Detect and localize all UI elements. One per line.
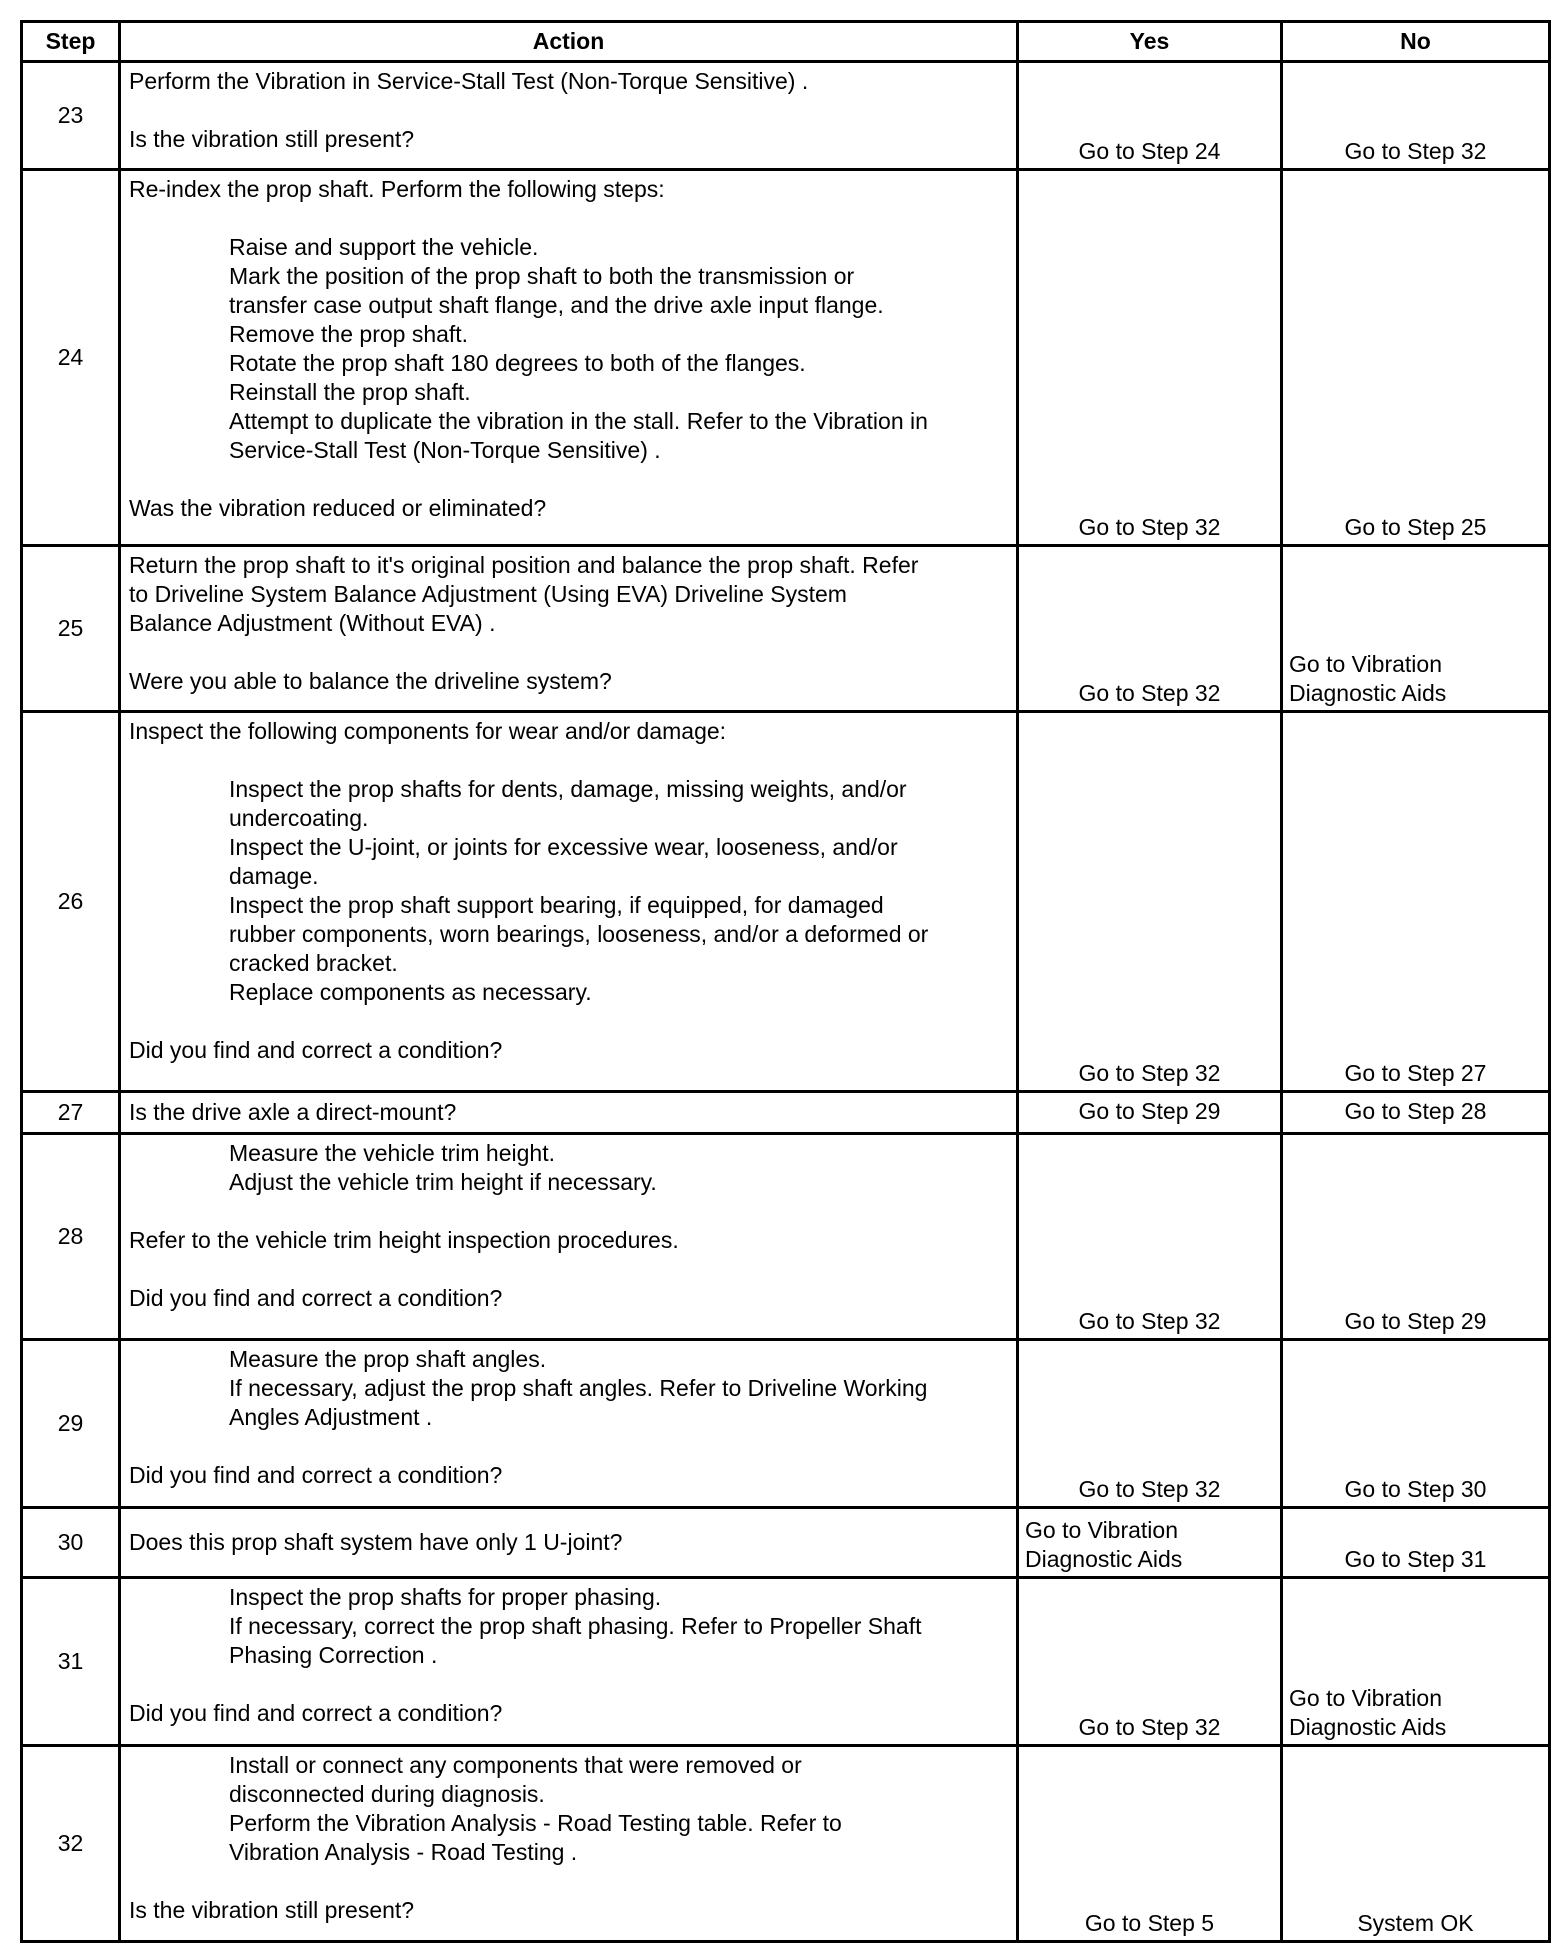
diagnostic-table [20, 20, 1551, 1943]
action-intro: Balance Adjustment (Without EVA) . [129, 610, 496, 636]
action-cell [120, 1746, 1018, 1942]
no-cell: Go to Step 30 [1282, 1340, 1550, 1508]
no-cell: Go to Step 27 [1282, 712, 1550, 1092]
action-question: Did you find and correct a condition? [129, 1700, 503, 1726]
yes-cell [1018, 1508, 1282, 1578]
yes-link-line: Go to Vibration [1025, 1517, 1179, 1543]
list-item: Remove the prop shaft. [229, 321, 469, 347]
table-row [22, 1508, 1550, 1578]
yes-cell: Go to Step 5 [1018, 1746, 1282, 1942]
list-item: Rotate the prop shaft 180 degrees to both of the flanges. [229, 350, 806, 376]
action-note: Refer to the vehicle trim height inspection procedures. [129, 1227, 679, 1253]
action-question: Does this prop shaft system have only 1 U-joint? [129, 1529, 623, 1555]
action-intro: to Driveline System Balance Adjustment (Using EVA) Driveline System [129, 581, 847, 607]
list-item: disconnected during diagnosis. [229, 1781, 545, 1807]
yes-cell: Go to Step 32 [1018, 1578, 1282, 1746]
list-item: Reinstall the prop shaft. [229, 379, 471, 405]
list-item: Attempt to duplicate the vibration in the stall. Refer to the Vibration in [229, 408, 928, 434]
table-row [22, 1134, 1550, 1340]
step-number: 32 [22, 1746, 120, 1942]
header-no: No [1282, 22, 1550, 62]
action-cell [120, 62, 1018, 170]
yes-cell: Go to Step 32 [1018, 1134, 1282, 1340]
no-link-line: Diagnostic Aids [1289, 1714, 1447, 1740]
yes-cell: Go to Step 32 [1018, 170, 1282, 546]
yes-cell: Go to Step 32 [1018, 712, 1282, 1092]
action-question: Did you find and correct a condition? [129, 1037, 503, 1063]
list-item: Replace components as necessary. [229, 979, 592, 1005]
yes-link-line: Diagnostic Aids [1025, 1546, 1183, 1572]
action-cell [120, 170, 1018, 546]
action-cell [120, 712, 1018, 1092]
header-step: Step [22, 22, 120, 62]
table-row [22, 712, 1550, 1092]
header-action: Action [120, 22, 1018, 62]
step-number: 24 [22, 170, 120, 546]
action-question: Were you able to balance the driveline system? [129, 668, 612, 694]
list-item: Measure the prop shaft angles. [229, 1346, 547, 1372]
no-cell: Go to Step 31 [1282, 1508, 1550, 1578]
action-question: Did you find and correct a condition? [129, 1462, 503, 1488]
action-intro: Perform the Vibration in Service-Stall Test (Non-Torque Sensitive) . [129, 68, 809, 94]
yes-cell: Go to Step 32 [1018, 1340, 1282, 1508]
step-number: 29 [22, 1340, 120, 1508]
header-row [22, 22, 1550, 62]
list-item: Install or connect any components that were removed or [229, 1752, 802, 1778]
list-item: If necessary, adjust the prop shaft angles. Refer to Driveline Working [229, 1375, 928, 1401]
action-question: Is the vibration still present? [129, 126, 415, 152]
list-item: Service-Stall Test (Non-Torque Sensitive) . [229, 437, 661, 463]
list-item: Inspect the prop shaft support bearing, if equipped, for damaged [229, 892, 884, 918]
no-cell: Go to Step 25 [1282, 170, 1550, 546]
list-item: Perform the Vibration Analysis - Road Testing table. Refer to [229, 1810, 842, 1836]
action-cell [120, 1092, 1018, 1134]
step-number: 28 [22, 1134, 120, 1340]
header-yes: Yes [1018, 22, 1282, 62]
action-intro: Inspect the following components for wear and/or damage: [129, 718, 727, 744]
list-item: rubber components, worn bearings, looseness, and/or a deformed or [229, 921, 929, 947]
list-item: Inspect the U-joint, or joints for excessive wear, looseness, and/or [229, 834, 898, 860]
list-item: Raise and support the vehicle. [229, 234, 539, 260]
no-cell: System OK [1282, 1746, 1550, 1942]
step-number: 26 [22, 712, 120, 1092]
table-row [22, 1578, 1550, 1746]
no-link-line: Diagnostic Aids [1289, 680, 1447, 706]
list-item: Adjust the vehicle trim height if necessary. [229, 1169, 657, 1195]
action-cell [120, 1340, 1018, 1508]
action-question: Is the vibration still present? [129, 1897, 415, 1923]
no-cell: Go to Step 32 [1282, 62, 1550, 170]
table-row [22, 1746, 1550, 1942]
list-item: Measure the vehicle trim height. [229, 1140, 555, 1166]
list-item: undercoating. [229, 805, 369, 831]
table-row [22, 62, 1550, 170]
no-link-line: Go to Vibration [1289, 651, 1443, 677]
list-item: Inspect the prop shafts for dents, damage, missing weights, and/or [229, 776, 907, 802]
action-cell [120, 1508, 1018, 1578]
no-cell [1282, 546, 1550, 712]
list-item: If necessary, correct the prop shaft phasing. Refer to Propeller Shaft [229, 1613, 922, 1639]
action-intro: Re-index the prop shaft. Perform the following steps: [129, 176, 665, 202]
no-cell: Go to Step 29 [1282, 1134, 1550, 1340]
no-cell: Go to Step 28 [1282, 1092, 1550, 1134]
yes-cell: Go to Step 32 [1018, 546, 1282, 712]
yes-cell: Go to Step 29 [1018, 1092, 1282, 1134]
action-intro: Return the prop shaft to it's original position and balance the prop shaft. Refer [129, 552, 919, 578]
no-link-line: Go to Vibration [1289, 1685, 1443, 1711]
step-number: 25 [22, 546, 120, 712]
list-item: Vibration Analysis - Road Testing . [229, 1839, 578, 1865]
yes-cell: Go to Step 24 [1018, 62, 1282, 170]
action-cell [120, 1134, 1018, 1340]
table-row [22, 1092, 1550, 1134]
list-item: Angles Adjustment . [229, 1404, 433, 1430]
list-item: cracked bracket. [229, 950, 398, 976]
step-number: 30 [22, 1508, 120, 1578]
table-row [22, 1340, 1550, 1508]
table-row [22, 546, 1550, 712]
list-item: transfer case output shaft flange, and the drive axle input flange. [229, 292, 884, 318]
action-cell [120, 1578, 1018, 1746]
step-number: 27 [22, 1092, 120, 1134]
list-item: Mark the position of the prop shaft to both the transmission or [229, 263, 855, 289]
step-number: 31 [22, 1578, 120, 1746]
action-cell [120, 546, 1018, 712]
action-question: Is the drive axle a direct-mount? [129, 1099, 457, 1125]
action-question: Was the vibration reduced or eliminated? [129, 495, 547, 521]
step-number: 23 [22, 62, 120, 170]
no-cell [1282, 1578, 1550, 1746]
action-question: Did you find and correct a condition? [129, 1285, 503, 1311]
list-item: Phasing Correction . [229, 1642, 438, 1668]
table-row [22, 170, 1550, 546]
list-item: damage. [229, 863, 319, 889]
list-item: Inspect the prop shafts for proper phasing. [229, 1584, 662, 1610]
